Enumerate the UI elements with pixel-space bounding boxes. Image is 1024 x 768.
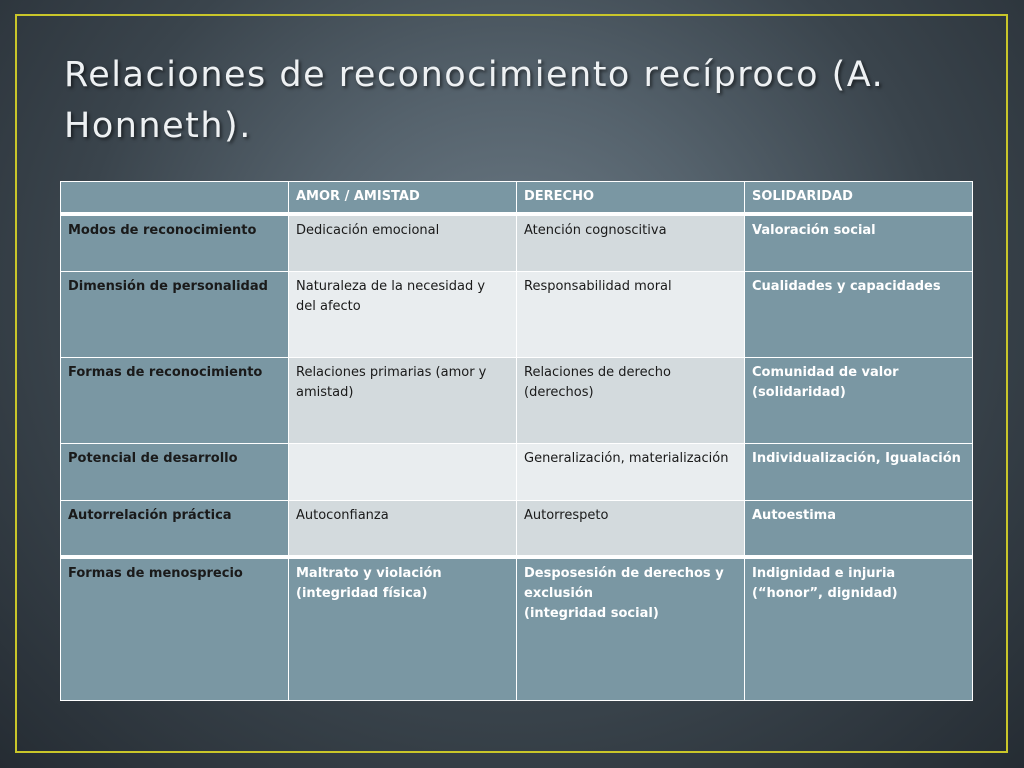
table-cell: Indignidad e injuria (“honor”, dignidad) [745, 557, 973, 700]
row-label: Formas de reconocimiento [61, 357, 289, 443]
table-row [61, 500, 973, 557]
table-row [61, 357, 973, 443]
table-header-row [61, 182, 973, 215]
table-row [61, 557, 973, 700]
row-label: Autorrelación práctica [61, 500, 289, 557]
table-row [61, 214, 973, 271]
table-cell: Autorrespeto [517, 500, 745, 557]
row-label: Modos de reconocimiento [61, 214, 289, 271]
row-label: Dimensión de personalidad [61, 271, 289, 357]
header-cell-amor: AMOR / AMISTAD [289, 182, 517, 215]
table-cell: Naturaleza de la necesidad y del afecto [289, 271, 517, 357]
table-cell: Cualidades y capacidades [745, 271, 973, 357]
table-cell: Individualización, Igualación [745, 443, 973, 500]
table-cell: Maltrato y violación (integridad física) [289, 557, 517, 700]
table-cell: Relaciones de derecho (derechos) [517, 357, 745, 443]
header-cell-empty [61, 182, 289, 215]
table-cell: Relaciones primarias (amor y amistad) [289, 357, 517, 443]
table-cell: Autoestima [745, 500, 973, 557]
slide-title: Relaciones de reconocimiento recíproco (A. Honneth). [64, 55, 885, 146]
header-cell-solidaridad: SOLIDARIDAD [745, 182, 973, 215]
row-label: Formas de menosprecio [61, 557, 289, 700]
table-cell: Comunidad de valor (solidaridad) [745, 357, 973, 443]
table-row [61, 271, 973, 357]
table-cell [289, 443, 517, 500]
table-cell: Desposesión de derechos y exclusión (integridad social) [517, 557, 745, 700]
table-row [61, 443, 973, 500]
table-cell: Valoración social [745, 214, 973, 271]
row-label: Potencial de desarrollo [61, 443, 289, 500]
table-cell: Responsabilidad moral [517, 271, 745, 357]
header-cell-derecho: DERECHO [517, 182, 745, 215]
recognition-table [60, 181, 973, 701]
table-cell: Atención cognoscitiva [517, 214, 745, 271]
table-cell: Dedicación emocional [289, 214, 517, 271]
table-cell: Generalización, materialización [517, 443, 745, 500]
table-cell: Autoconfianza [289, 500, 517, 557]
